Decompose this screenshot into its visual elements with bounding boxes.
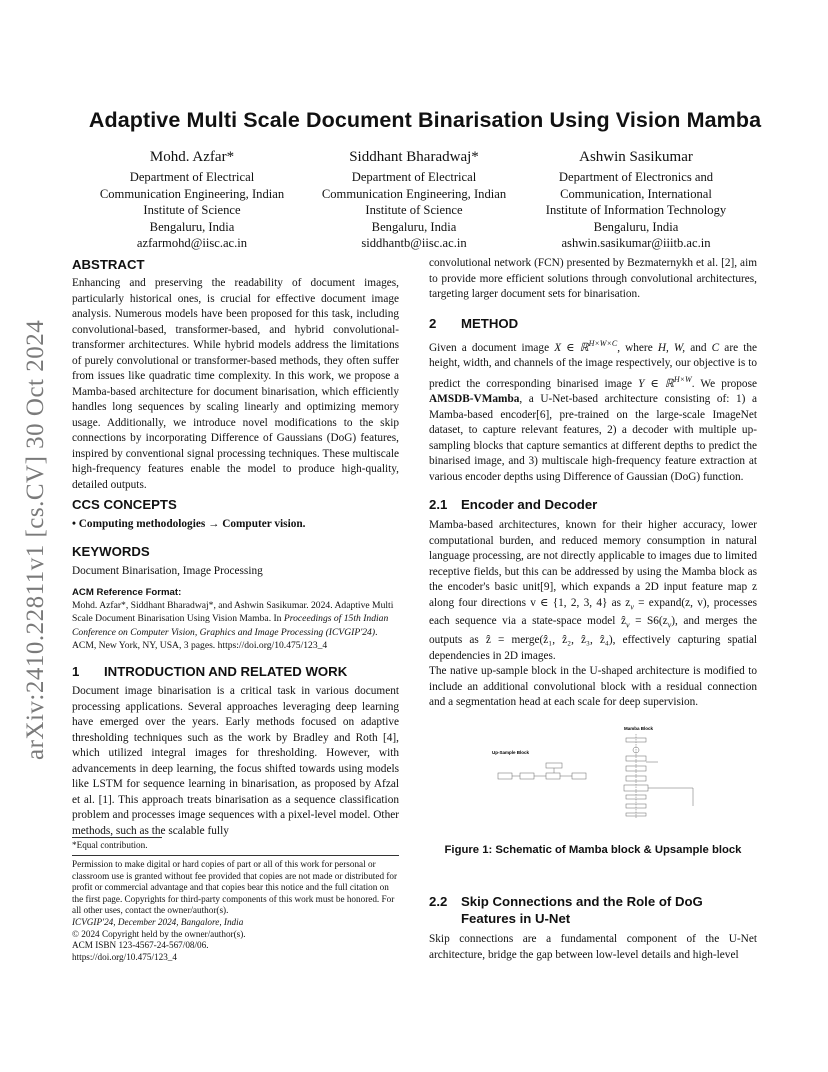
author-affiliation: Department of Electrical <box>129 170 255 184</box>
author-email[interactable]: ashwin.sasikumar@iiitb.ac.in <box>561 236 711 251</box>
doi-link[interactable]: https://doi.org/10.475/123_4 <box>72 951 177 962</box>
author-1 <box>72 148 312 252</box>
arxiv-stamp: arXiv:2410.22811v1 [cs.CV] 30 Oct 2024 <box>22 319 49 760</box>
encdec-heading <box>429 496 757 513</box>
method-title: METHOD <box>461 316 519 331</box>
author-name: Siddhant Bharadwaj* <box>349 149 479 165</box>
permission-text: Permission to make digital or hard copies of part or all of this work for personal or classroom use is granted without fee provided that copies are not made or distributed for profit or commercial advantage and that copies bear this notice and the full citation on the first page. Copyrights for third-party components of this work must be honored. For all other uses, contact the owner/author(s). <box>72 859 398 916</box>
isbn-line: ACM ISBN 123-4567-24-567/08/06. <box>72 940 209 951</box>
intro-number: 1 <box>72 664 80 679</box>
author-2 <box>294 148 534 252</box>
author-name: Mohd. Azfar* <box>149 149 235 165</box>
encoder-decoder-section <box>429 496 757 711</box>
method-number: 2 <box>429 316 437 331</box>
author-affiliation: Department of Electrical <box>351 170 477 184</box>
skip-text: Skip connections are a fundamental component of the U-Net architecture, bridge the gap between low-level details and high-level <box>429 933 757 961</box>
author-affiliation: Bengaluru, India <box>593 219 679 234</box>
method-heading <box>429 315 757 332</box>
author-affiliation: Communication Engineering, Indian <box>321 186 507 201</box>
author-affiliation: Institute of Science <box>143 203 241 218</box>
permission-rule <box>72 855 399 856</box>
acm-ref-heading: ACM Reference Format: <box>72 587 182 598</box>
author-affiliation: Institute of Science <box>365 203 463 218</box>
skip-connections-section <box>429 893 757 963</box>
keywords-section <box>72 543 399 580</box>
intro-text: Document image binarisation is a critical task in various document processing applications. Several approaches leveraging deep learning have emerged over the years. Early methods focused on adaptive thresholding techniques such as the work by Bradley and Roth [4], which utilized integral images for thresholding. However, with advancements in deep learning, the focus shifted towards using models like LSTM for sequence learning in binarisation, as proposed by Afzal et al. [1]. This approach treats binarisation as a sequence classification problem and processes image sequences with a pixel-level model. Other methods, such as the scalable fully <box>72 685 399 837</box>
model-name: AMSDB-VMamba <box>429 393 520 406</box>
upsample-block-diagram <box>498 763 586 779</box>
mamba-upsample-figure <box>488 722 738 822</box>
acm-reference <box>72 586 399 652</box>
encdec-number: 2.1 <box>429 497 448 512</box>
acm-ref-text: Mohd. Azfar*, Siddhant Bharadwaj*, and Ashwin Sasikumar. 2024. Adaptive Multi Scale Document Binarisation Using Vision Mamba. In <box>72 600 394 625</box>
author-affiliation: Bengaluru, India <box>149 219 235 234</box>
author-affiliation: Department of Electronics and <box>558 170 714 184</box>
acm-ref-text-end: . ACM, New York, NY, USA, 3 pages. https://doi.org/10.475/123_4 <box>72 626 378 651</box>
permission-block <box>72 859 399 963</box>
ccs-text: • Computing methodologies → Computer vision. <box>72 518 306 530</box>
encdec-title: Encoder and Decoder <box>461 497 598 512</box>
intro-continued: convolutional network (FCN) presented by Bezmaternykh et al. [2], aim to provide more efficient solutions through convolutional architectures, targeting larger document sets for binarisation. <box>429 257 757 300</box>
encdec-text: Mamba-based architectures, known for their higher accuracy, lower computational burden, and reduced memory consumption in natural language processing, are not directly applicable to images due to limited receptive fields, but this can be addressed by using the Mamba block as the encoder's basic unit[9], which expands a 2D input feature map z along four directions v ∈ {1, 2, 3, 4} as $z_v$ = expand(z, v), processes each sequence via a state-space model ẑ$_v$ = $S6(z_v)$, and merges the outputs as ẑ = merge(ẑ₁, ẑ₂, ẑ₃, ẑ₄), effectively capturing spatial dependencies in 2D images. <box>429 519 758 662</box>
skip-title-line2: Features in U-Net <box>461 911 571 926</box>
footnote-rule <box>72 837 162 838</box>
upsample-label: Up-Sample Block <box>492 750 530 755</box>
ccs-section <box>72 496 399 533</box>
abstract-text: Enhancing and preserving the readability of document images, particularly historical ones, is crucial for effective document image analysis. Numerous models have been proposed for this task, including convolutional-based, transformer-based, and hybrid convolutional-transformer architectures. While hybrid models address the limitations of purely convolutional or transformer-based methods, they often suffer from issues like quadratic time complexity. In this work, we propose a Mamba-based architecture for document binarisation, which efficiently handles long sequences by scaling linearly and optimizing memory usage. Additionally, we introduce novel modifications to the skip connections by incorporating Difference of Gaussians (DoG) features, inspired by conventional signal processing techniques. These multiscale high-frequency features enable the model to produce high-quality, detailed outputs. <box>72 277 399 491</box>
author-email[interactable]: azfarmohd@iisc.ac.in <box>136 236 248 251</box>
author-affiliation: Communication, International <box>560 186 712 201</box>
author-affiliation: Bengaluru, India <box>371 219 457 234</box>
author-affiliation: Communication Engineering, Indian <box>99 186 285 201</box>
mamba-block-diagram <box>624 734 693 818</box>
method-text: Given a document image X ∈ ℝ$^{H\times W\times C}$, where H, W, and C are the height, width, and channels of the image respectively, our objective is to predict the corresponding binarised image Y ∈ ℝ$^{H\times W}$. We propose AMSDB-VMamba, a U-Net-based architecture consisting of: 1) a Mamba-based encoder[6], pre-trained on the large-scale ImageNet dataset, to capture relevant features, 2) a decoder with multiple up-sampling blocks that capture semantics at different depths to predict the binarised image, and 3) multiscale high-frequency feature extraction at various encoder depths using Difference of Gaussian (DoG) function. <box>429 339 758 483</box>
skip-number: 2.2 <box>429 894 448 909</box>
footnote: *Equal contribution. <box>72 840 148 850</box>
conference-info: ICVGIP'24, December 2024, Bangalore, India <box>72 916 244 927</box>
author-email[interactable]: siddhantb@iisc.ac.in <box>361 236 467 251</box>
intro-title: INTRODUCTION AND RELATED WORK <box>104 664 348 679</box>
abstract-heading: ABSTRACT <box>72 257 145 272</box>
skip-heading <box>429 893 757 927</box>
intro-heading <box>72 663 399 680</box>
author-affiliation: Institute of Information Technology <box>545 203 727 218</box>
method-section <box>429 315 757 485</box>
encdec-text-2: The native up-sample block in the U-shaped architecture is modified to include an additional convolutional block with a residual connection and a segmentation head at each scale for deep supervision. <box>429 665 757 708</box>
author-3 <box>516 148 756 252</box>
paper-title: Adaptive Multi Scale Document Binarisation Using Vision Mamba <box>88 108 762 132</box>
abstract-section <box>72 256 399 493</box>
author-name: Ashwin Sasikumar <box>579 149 693 165</box>
figure-caption: Figure 1: Schematic of Mamba block & Upsample block <box>444 844 742 856</box>
keywords-heading: KEYWORDS <box>72 544 150 559</box>
skip-title-line1: Skip Connections and the Role of DoG <box>461 894 703 909</box>
ccs-heading: CCS CONCEPTS <box>72 497 177 512</box>
acm-ref-venue: Proceedings of 15th Indian Conference on Computer Vision, Graphics and Image Processing (ICVGIP'24) <box>72 613 389 638</box>
intro-section <box>72 663 399 839</box>
copyright-line: © 2024 Copyright held by the owner/author(s). <box>72 928 246 939</box>
keywords-text: Document Binarisation, Image Processing <box>72 565 263 577</box>
mamba-block-label: Mamba Block <box>624 726 654 731</box>
